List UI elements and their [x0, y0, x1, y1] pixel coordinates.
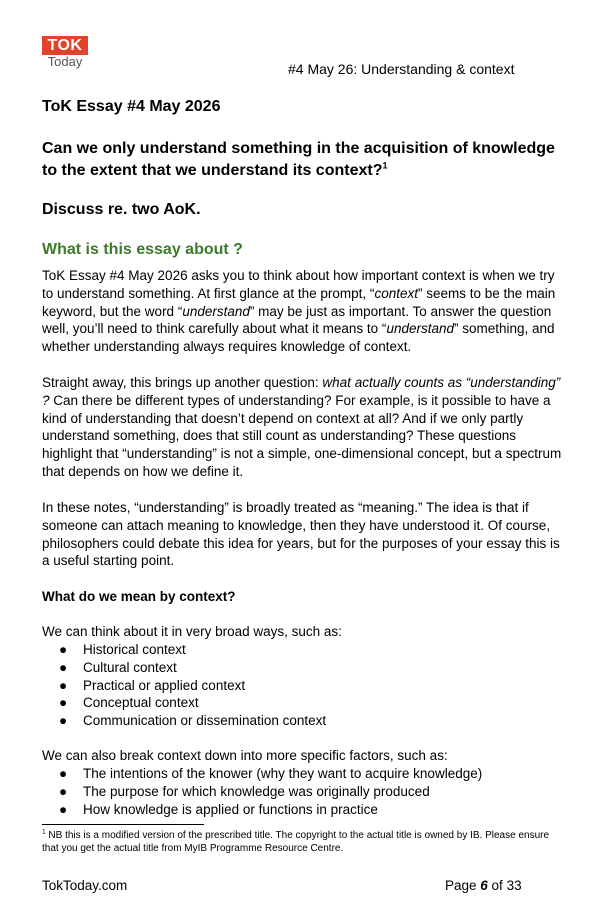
footnote-ref[interactable]: 1 [382, 160, 388, 171]
bullet-icon: ● [59, 713, 68, 729]
bullet-icon: ● [59, 783, 68, 799]
specific-intro: We can also break context down into more specific factors, such as: [42, 748, 448, 763]
paragraph-intro: ToK Essay #4 May 2026 asks you to think about how important context is when we try to understand something. At first glance at the prompt, “context” seems to be the main keyword, but the word “understand” may be just as important. To answer the question well, you’ll need to think carefully about what it means to “understand” something, and whether understanding always requires knowledge of context. [42, 268, 556, 355]
prompt-text: Can we only understand something in the acquisition of knowledge to the extent that we understand its context? [42, 140, 555, 179]
list-item: ● How knowledge is applied or functions in practice [59, 801, 378, 817]
paragraph-understanding: Straight away, this brings up another question: what actually counts as “understanding” ? Can there be different types of understanding? For example, is it possible to have a kind of understanding that doesn’t depend on context at all? And if we only partly understand something, does that still count as understanding? These questions highlight that “understanding” is not a simple, one-dimensional concept, but a spectrum that depends on how we define it. [42, 375, 562, 479]
essay-prompt [42, 138, 562, 182]
logo [42, 36, 88, 70]
list-item: ● The intentions of the knower (why they want to acquire knowledge) [59, 766, 483, 781]
broad-context-list [42, 641, 562, 730]
bullet-icon: ● [59, 801, 68, 817]
bullet-icon: ● [59, 677, 68, 693]
total-pages: 33 [506, 878, 522, 893]
logo-today: Today [47, 54, 83, 69]
bullet-icon: ● [59, 695, 68, 711]
bullet-icon: ● [59, 766, 68, 781]
context-subheading: What do we mean by context? [42, 589, 236, 604]
paragraph-meaning: In these notes, “understanding” is broadly treated as “meaning.” The idea is that if someone can attach meaning to knowledge, then they have understood it. Of course, philosophers could debate this idea for years, but for the purposes of your essay this is a useful starting point. [42, 500, 560, 569]
footnote-divider [42, 824, 204, 825]
footnote [42, 829, 562, 855]
footnote-marker: 1 [42, 828, 46, 836]
list-item: ● Historical context [59, 642, 186, 657]
list-item: ● Conceptual context [59, 695, 199, 711]
page-title: ToK Essay #4 May 2026 [42, 98, 221, 115]
list-item: ● The purpose for which knowledge was originally produced [59, 783, 430, 799]
footer-page-number: Page 6 of 33 [445, 878, 522, 893]
logo-tok: TOK [42, 36, 88, 55]
current-page: 6 [480, 878, 488, 893]
list-item: ● Cultural context [59, 659, 177, 675]
list-item: ● Practical or applied context [59, 677, 246, 693]
section-heading: What is this essay about ? [42, 241, 243, 258]
footnote-text: NB this is a modified version of the prescribed title. The copyright to the actual title is owned by IB. Please ensure that you get the actual title from MyIB Programme Resource Centre. [42, 830, 550, 854]
specific-context-list [42, 765, 562, 818]
list-item: ● Communication or dissemination context [59, 713, 327, 729]
footer-site[interactable]: TokToday.com [42, 878, 128, 893]
bullet-icon: ● [59, 642, 68, 657]
broad-intro: We can think about it in very broad ways, such as: [42, 624, 342, 639]
instruction: Discuss re. two AoK. [42, 201, 201, 218]
bullet-icon: ● [59, 659, 68, 675]
header-title: #4 May 26: Understanding & context [288, 61, 515, 77]
